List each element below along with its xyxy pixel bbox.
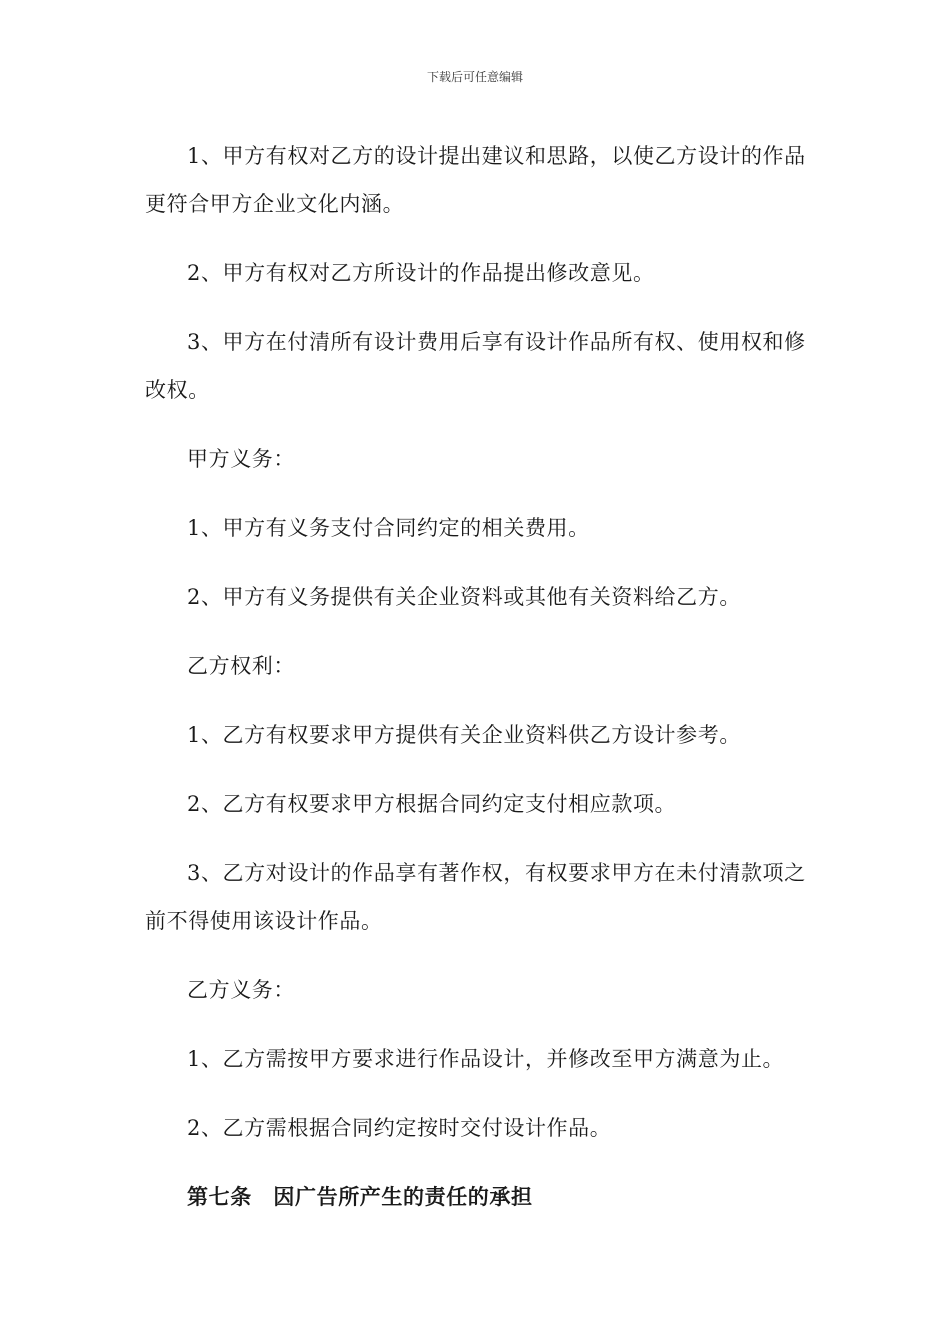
header-note: 下载后可任意编辑 bbox=[426, 70, 523, 84]
paragraph-obligation-b-1: 1、乙方需按甲方要求进行作品设计，并修改至甲方满意为止。 bbox=[187, 1047, 785, 1071]
paragraph-right-2: 2、甲方有权对乙方所设计的作品提出修改意见。 bbox=[187, 261, 655, 285]
section-label-party-b-obligations: 乙方义务： bbox=[187, 978, 295, 1002]
article-heading: 第七条 因广告所产生的责任的承担 bbox=[187, 1185, 533, 1209]
paragraph-right-b-1: 1、乙方有权要求甲方提供有关企业资料供乙方设计参考。 bbox=[187, 723, 741, 747]
paragraph-obligation-b-2: 2、乙方需根据合同约定按时交付设计作品。 bbox=[187, 1116, 612, 1140]
paragraph-right-3: 3、甲方在付清所有设计费用后享有设计作品所有权、使用权和修改权。 bbox=[145, 330, 806, 402]
paragraph-right-b-3: 3、乙方对设计的作品享有著作权，有权要求甲方在未付清款项之前不得使用该设计作品。 bbox=[145, 861, 806, 933]
document-body bbox=[145, 132, 810, 1242]
paragraph-obligation-a-1: 1、甲方有义务支付合同约定的相关费用。 bbox=[187, 516, 590, 540]
section-label-party-b-rights: 乙方权利： bbox=[187, 654, 295, 678]
paragraph-right-1: 1、甲方有权对乙方的设计提出建议和思路，以使乙方设计的作品更符合甲方企业文化内涵。 bbox=[145, 144, 806, 216]
section-label-party-a-obligations: 甲方义务： bbox=[187, 447, 295, 471]
paragraph-right-b-2: 2、乙方有权要求甲方根据合同约定支付相应款项。 bbox=[187, 792, 677, 816]
paragraph-obligation-a-2: 2、甲方有义务提供有关企业资料或其他有关资料给乙方。 bbox=[187, 585, 741, 609]
